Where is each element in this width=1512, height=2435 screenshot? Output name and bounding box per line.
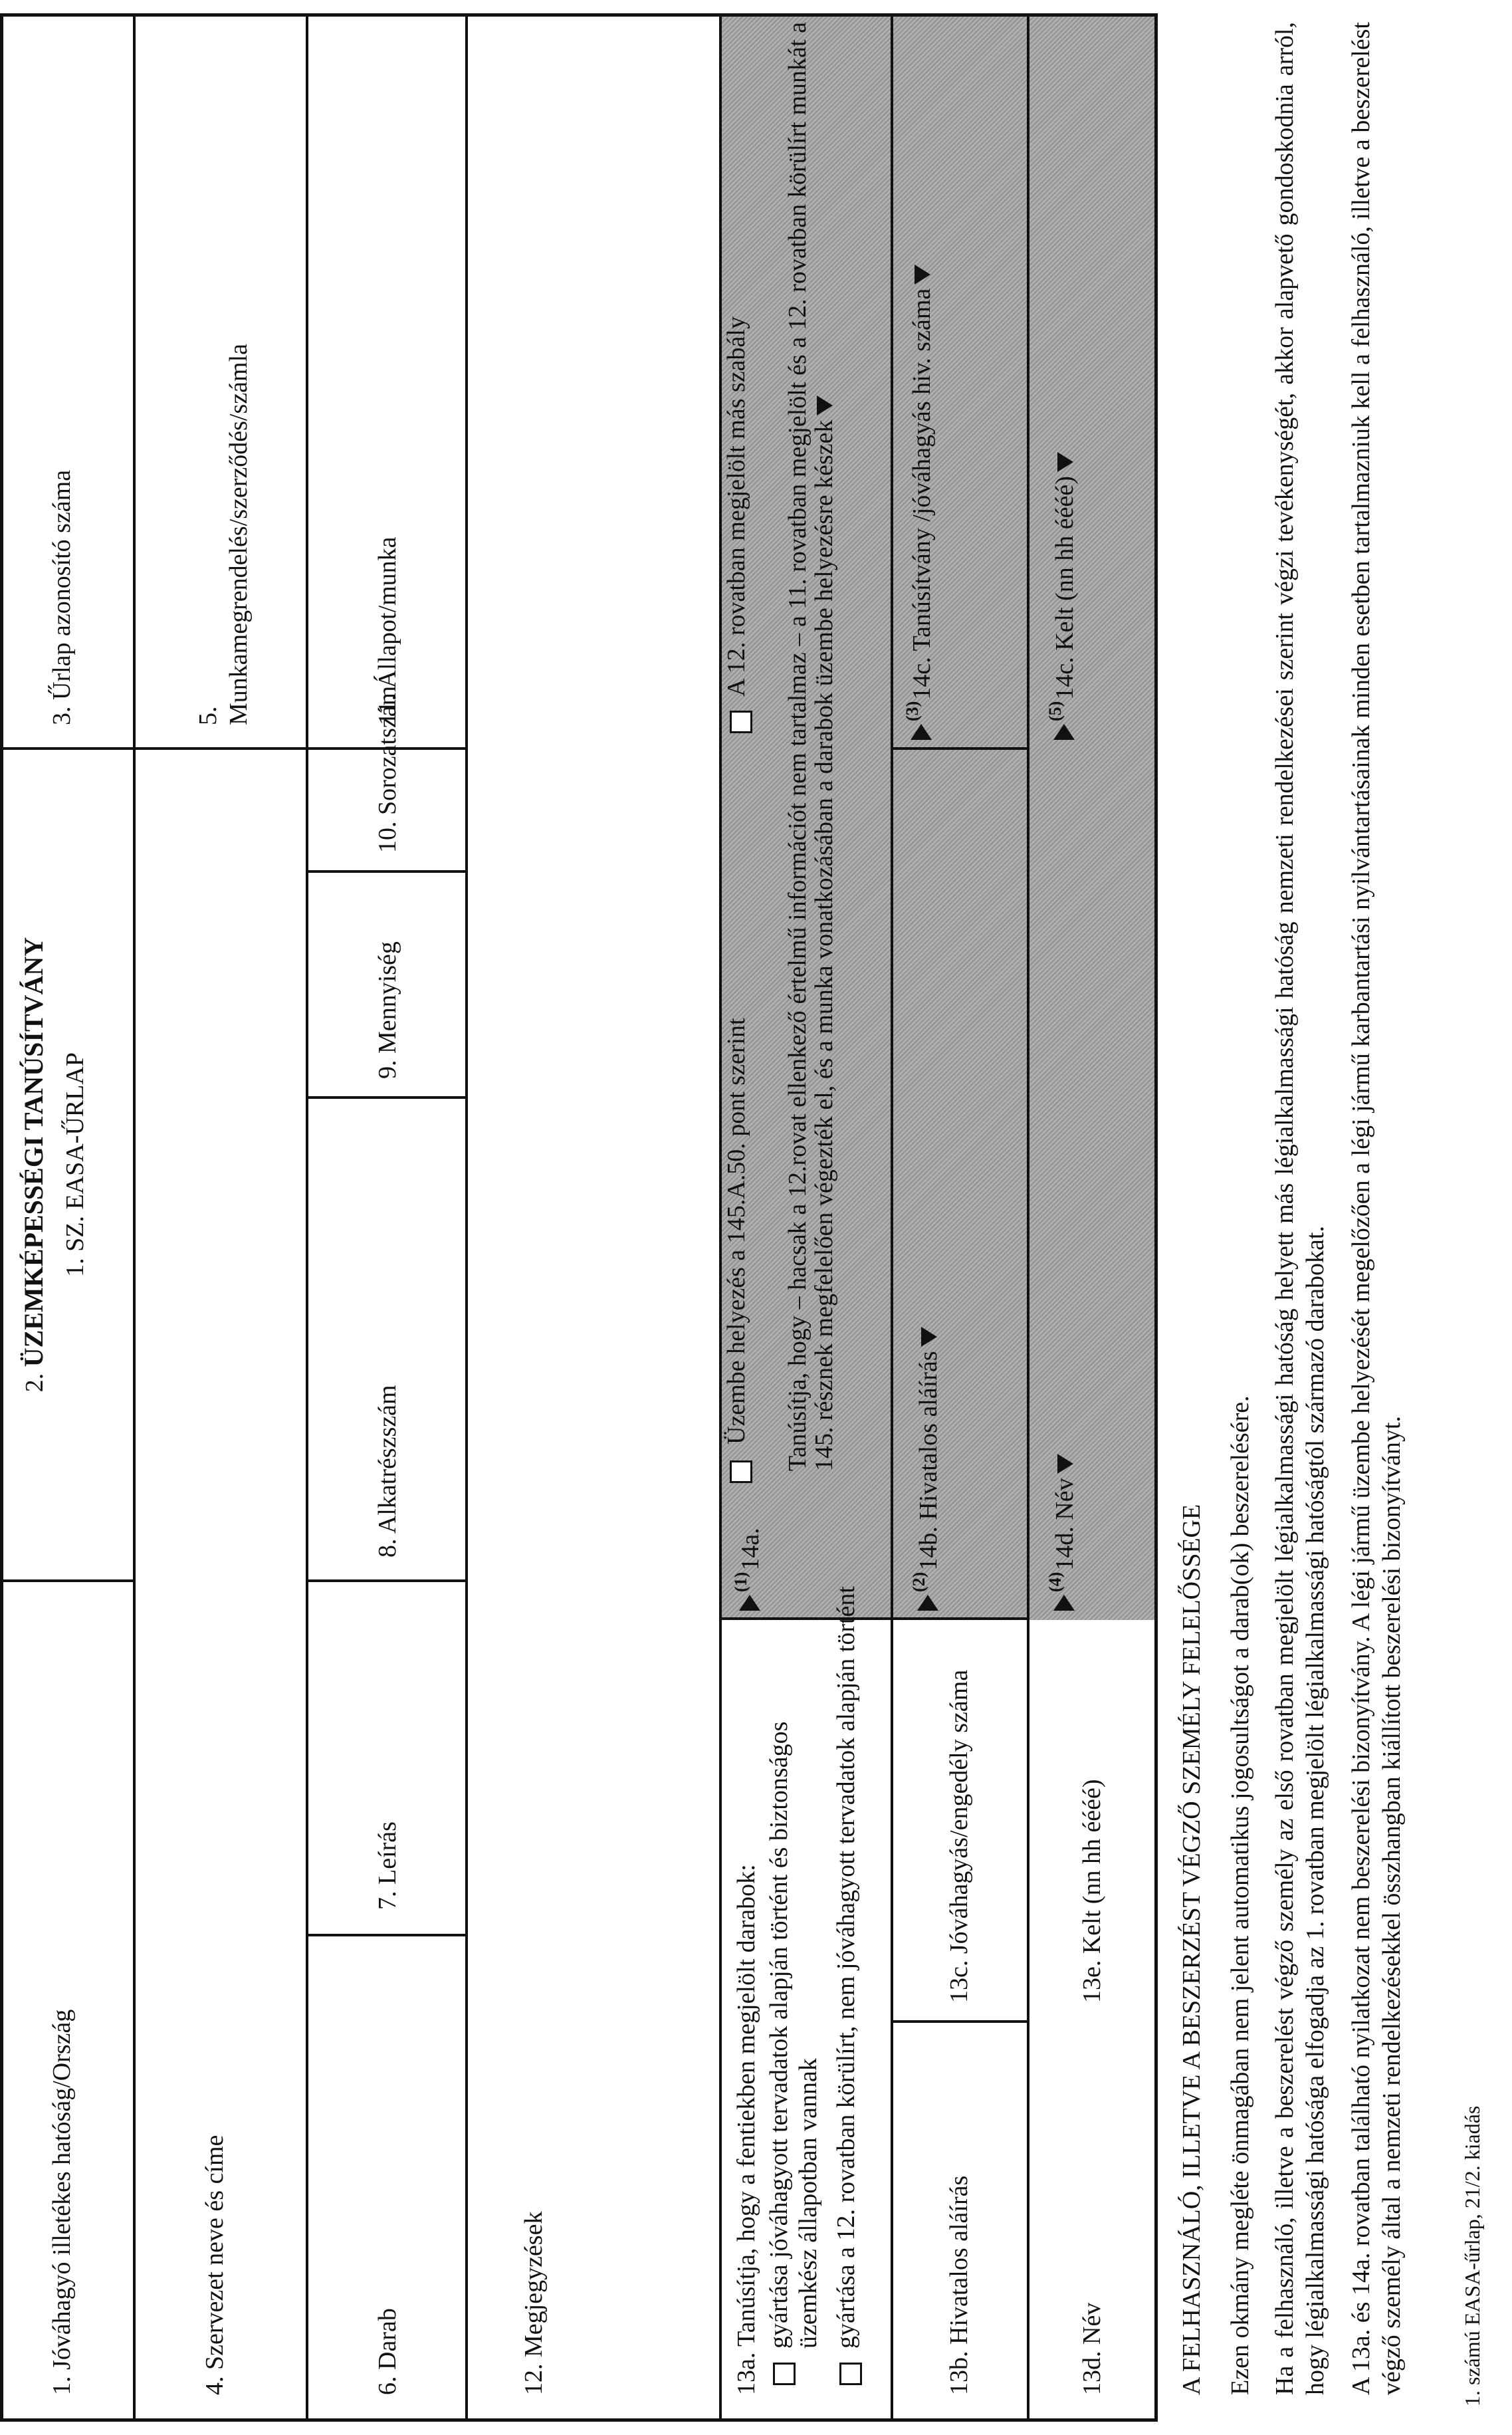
field-14a-option1: Üzembe helyezés a 145.A.50. pont szerint <box>722 1018 750 1445</box>
field-12-remarks: 12. Megjegyzések <box>520 2211 548 2395</box>
responsibilities-paragraph-2: Ha a felhasználó, illetve a beszerelést végző személy az első rovatban megjelölt légialkalmassági hatóság helyett más légialkalmassági hatóság nemzeti rendelkezései szerint végzi tevékenységét, akkor alapvető gondoskodnia arról, hogy légialkalmassági hatósága elfogadja az 1. rovatban megjelölt légialkalmassági hatóságtól származó darabokat. <box>1271 22 1329 2395</box>
field-14e-label: 14c. Kelt (nn hh éééé) <box>1051 476 1079 700</box>
field-14a-statement <box>784 22 837 1471</box>
field-14e-header <box>1040 452 1080 740</box>
form-border-left <box>0 2418 1156 2422</box>
field-13d-name: 13d. Név <box>1078 2302 1106 2395</box>
checkbox-13a-option2[interactable] <box>839 2363 862 2385</box>
triangle-down-icon <box>915 265 930 285</box>
field-14d-header <box>1040 1454 1080 1611</box>
field-1-authority: 1. Jóváhagyó illetékes hatóság/Ország <box>48 2009 76 2395</box>
form-footer: 1. számú EASA-űrlap, 21/2. kiadás <box>1460 2105 1484 2406</box>
field-8-part-number: 8. Alkatrészszám <box>374 1385 401 1558</box>
form-title: ÜZEMKÉPESSÉGI TANÚSÍTVÁNY <box>19 937 49 1367</box>
rule-col-authority <box>0 1579 133 1582</box>
form-title-block <box>19 750 50 1579</box>
footnote-14e: (5) <box>1045 701 1065 721</box>
field-14a-header <box>726 1528 766 1611</box>
triangle-right-icon <box>911 724 932 740</box>
triangle-right-icon <box>739 1595 760 1611</box>
field-14d-label: 14d. Név <box>1051 1478 1079 1571</box>
checkbox-14a-option1[interactable] <box>730 1460 752 1483</box>
rule-row5 <box>891 13 893 2422</box>
field-14a-label: 14a. <box>736 1528 764 1571</box>
field-3-form-tracking: 3. Űrlap azonosító száma <box>48 469 76 725</box>
field-7-description: 7. Leírás <box>374 1821 401 1910</box>
triangle-down-icon <box>817 396 833 415</box>
field-13c-approval-ref: 13c. Jóváhagyás/engedély száma <box>945 1669 973 2003</box>
checkbox-13a-option1[interactable] <box>773 2363 796 2385</box>
field-14c-header <box>897 22 937 740</box>
triangle-down-icon <box>921 1327 937 1347</box>
field-4-organisation: 4. Szervezet neve és címe <box>201 2135 229 2395</box>
rule-row3 <box>465 13 468 2422</box>
triangle-right-icon <box>1053 724 1075 740</box>
checkbox-14a-option2[interactable] <box>730 711 752 733</box>
rule-col-13bc <box>891 2020 1027 2023</box>
responsibilities-heading: A FELHASZNÁLÓ, ILLETVE A BESZERZÉST VÉGZŐ SZEMÉLY FELELŐSSÉGE <box>1178 1504 1206 2395</box>
field-13a-option2: gyártása a 12. rovatban körülírt, nem jóváhagyott tervadatok alapján történt <box>832 1586 860 2349</box>
rule-row1 <box>133 13 136 2422</box>
field-5-work-order: 5. Munkamegrendelés/szerződés/számla <box>194 344 253 725</box>
field-13b-signature: 13b. Hivatalos aláírás <box>945 2175 973 2395</box>
rule-col-14bc <box>891 747 1027 750</box>
rule-col-partno <box>306 1579 465 1582</box>
triangle-right-icon <box>917 1595 938 1611</box>
rule-col-qty <box>306 1096 465 1099</box>
field-10-serial-number: 10. Sorozatszám <box>374 685 401 853</box>
footnote-14d: (4) <box>1045 1571 1065 1592</box>
rule-col-serial <box>306 870 465 873</box>
field-13a-intro: 13a. Tanúsítja, hogy a fentiekben megjelölt darabok: <box>732 1864 760 2395</box>
footnote-14a: (1) <box>731 1571 750 1592</box>
triangle-down-icon <box>1057 1454 1073 1474</box>
field-6-item: 6. Darab <box>374 2308 401 2395</box>
form-border-right <box>0 13 1156 17</box>
field-14c-label: 14c. Tanúsítvány /jóváhagyás hiv. száma <box>908 288 936 700</box>
rule-row6 <box>1027 13 1029 2422</box>
field-14a-statement-text: Tanúsítja, hogy – hacsak a 12.rovat ellenkező értelmű információt nem tartalmaz – a 11. rovatban megjelölt és a 12. rovatban körülírt munkát a 145. résznek megfelelően végezték el, és a munka vonatkozásában a darabok üzembe helyezésre készek <box>784 22 838 1471</box>
field-11-status-work: 11. Állapot/munka <box>374 536 401 725</box>
form-subtitle: 1. SZ. EASA-ŰRLAP <box>61 1052 89 1277</box>
field-13a-option1: gyártása jóváhagyott tervadatok alapján történt és biztonságos üzemkész állapotban vannak <box>765 1721 822 2349</box>
form-border-top <box>0 15 3 2422</box>
responsibilities-paragraph-3: A 13a. és 14a. rovatban található nyilatkozat nem beszerelési bizonyítvány. A légi jármű üzembe helyezését megelőzően a légi jármű karbantartási nyilvántartásainak minden esetben tartalmazniuk kell a felhasználó, illetve a beszerelést végző személy által a nemzeti rendelkezésekkel összhangban kiállított beszerelési bizonyítványt. <box>1347 22 1406 2395</box>
rule-col-item <box>306 1934 465 1936</box>
triangle-right-icon <box>1053 1595 1075 1611</box>
form-title-number: 2. <box>21 1373 49 1393</box>
rule-col-13-14 <box>719 1617 1027 1620</box>
field-14b-header <box>904 1327 944 1611</box>
field-13e-date: 13e. Kelt (nn hh éééé) <box>1078 1779 1106 2003</box>
footnote-14c: (3) <box>903 701 922 721</box>
rule-col-14a-split <box>719 747 726 750</box>
rule-row2 <box>306 13 308 2422</box>
field-14a-option2: A 12. rovatban megjelölt más szabály <box>722 316 750 697</box>
form-border-bottom <box>1154 13 1158 2422</box>
triangle-down-icon <box>1057 452 1073 472</box>
field-9-quantity: 9. Mennyiség <box>374 941 401 1079</box>
field-14b-label: 14b. Hivatalos aláírás <box>915 1351 942 1571</box>
responsibilities-paragraph-1: Ezen okmány megléte önmagában nem jelent automatikus jogosultságot a darab(ok) beszerelésére. <box>1226 1395 1254 2395</box>
footnote-14b: (2) <box>909 1571 928 1592</box>
